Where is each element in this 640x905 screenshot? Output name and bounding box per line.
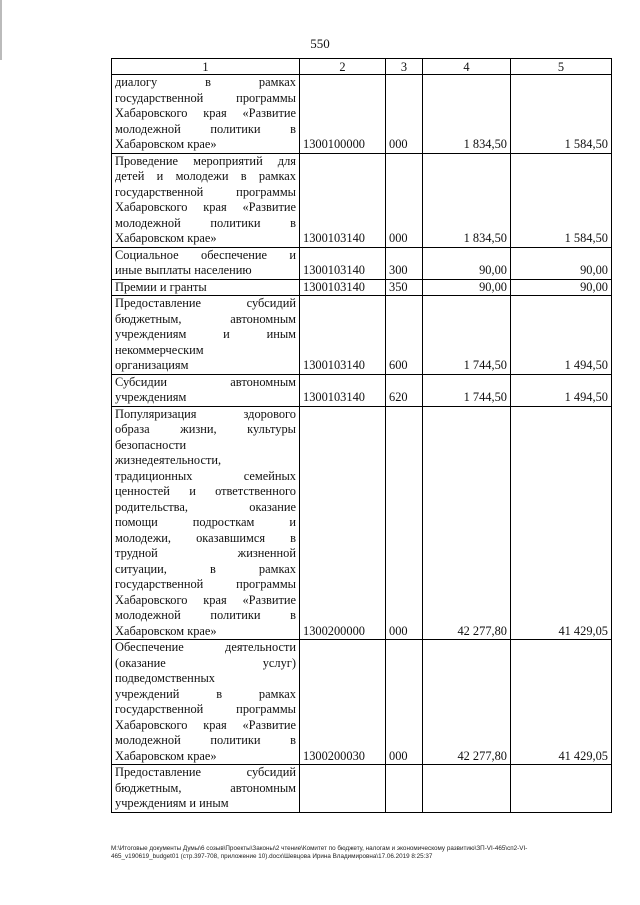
page-number: 550 xyxy=(310,36,330,51)
row-name-line: молодежной политики в xyxy=(115,215,296,230)
row-vr-cell: 350 xyxy=(386,279,423,296)
row-name-line: организациям xyxy=(115,358,189,372)
row-name-line: (оказание услуг) xyxy=(115,655,296,670)
row-value-col4 xyxy=(423,765,511,813)
row-name-line: Хабаровского края «Развитие xyxy=(115,106,296,120)
table-row xyxy=(112,640,612,765)
row-value-col4: 42 277,80 xyxy=(423,640,511,765)
row-value-col5: 1 584,50 xyxy=(511,153,612,247)
row-vr-cell: 000 xyxy=(386,640,423,765)
row-name-line: Хабаровского края «Развитие xyxy=(115,592,296,607)
row-name-line: учреждениям и иным xyxy=(115,327,296,341)
row-name-line: молодежи, оказавшимся в xyxy=(115,530,296,545)
row-name-line: государственной программы xyxy=(115,702,296,716)
row-code-cell: 1300200000 xyxy=(300,406,386,640)
row-name-line: молодежной политики в xyxy=(115,733,296,747)
row-name-line: учреждениям xyxy=(115,390,187,404)
row-value-col5: 1 584,50 xyxy=(511,75,612,154)
header-col-5: 5 xyxy=(511,59,612,75)
row-name-cell xyxy=(112,247,300,279)
row-value-col4: 1 744,50 xyxy=(423,374,511,406)
row-value-col4: 42 277,80 xyxy=(423,406,511,640)
row-name-line: Премии и гранты xyxy=(115,279,207,294)
row-name-line: Обеспечение деятельности xyxy=(115,640,296,654)
row-code-cell: 1300103140 xyxy=(300,279,386,296)
row-value-col4: 1 834,50 xyxy=(423,153,511,247)
row-vr-cell xyxy=(386,765,423,813)
budget-table xyxy=(111,58,612,813)
row-name-line: ценностей и ответственного xyxy=(115,484,296,498)
row-name-line: подведомственных xyxy=(115,671,215,685)
row-value-col5: 41 429,05 xyxy=(511,640,612,765)
row-name-cell xyxy=(112,640,300,765)
table-row xyxy=(112,153,612,247)
table-row xyxy=(112,247,612,279)
row-value-col5: 1 494,50 xyxy=(511,374,612,406)
row-name-line: бюджетным, автономным xyxy=(115,311,296,326)
table-body xyxy=(112,75,612,813)
row-name-line: Хабаровского края «Развитие xyxy=(115,200,296,214)
row-name-line: Популяризация здорового xyxy=(115,406,296,421)
row-vr-cell: 300 xyxy=(386,247,423,279)
row-name-line: государственной программы xyxy=(115,90,296,105)
row-name-line: Хабаровском крае» xyxy=(115,748,217,763)
header-col-3: 3 xyxy=(386,59,423,75)
row-value-col4: 90,00 xyxy=(423,279,511,296)
table-row xyxy=(112,75,612,154)
row-name-line: помощи подросткам и xyxy=(115,515,296,529)
row-name-line: молодежной политики в xyxy=(115,608,296,622)
table-row xyxy=(112,406,612,640)
row-code-cell: 1300103140 xyxy=(300,374,386,406)
table-row xyxy=(112,279,612,296)
table-row xyxy=(112,374,612,406)
row-name-line: Хабаровском крае» xyxy=(115,231,217,245)
row-vr-cell: 000 xyxy=(386,406,423,640)
row-name-cell xyxy=(112,153,300,247)
row-name-line: традиционных семейных xyxy=(115,468,296,483)
row-name-line: родительства, оказание xyxy=(115,499,296,514)
row-code-cell: 1300200030 xyxy=(300,640,386,765)
row-value-col4: 1 834,50 xyxy=(423,75,511,154)
row-value-col5: 90,00 xyxy=(511,279,612,296)
row-code-cell: 1300103140 xyxy=(300,153,386,247)
row-code-cell: 1300103140 xyxy=(300,296,386,375)
row-vr-cell: 000 xyxy=(386,153,423,247)
row-name-line: детей и молодежи в рамках xyxy=(115,169,296,183)
row-name-line: учреждений в рамках xyxy=(115,686,296,701)
row-name-line: иные выплаты населению xyxy=(115,263,252,277)
header-col-1: 1 xyxy=(112,59,300,75)
row-name-line: Хабаровского края «Развитие xyxy=(115,717,296,732)
document-path-footer xyxy=(111,845,611,861)
row-name-line: жизнедеятельности, xyxy=(115,453,222,467)
row-name-line: безопасности xyxy=(115,437,187,452)
row-name-cell xyxy=(112,296,300,375)
footer-line-2: 465_v190619_budget01 (стр.397-708, приложение 10).docx\Шевцова Ирина Владимировна\17.06.2019 8:25:37 xyxy=(111,853,433,860)
row-name-cell xyxy=(112,765,300,813)
row-name-line: бюджетным, автономным xyxy=(115,780,296,795)
row-vr-cell: 600 xyxy=(386,296,423,375)
row-code-cell: 1300103140 xyxy=(300,247,386,279)
row-name-line: некоммерческим xyxy=(115,342,204,357)
row-value-col5: 41 429,05 xyxy=(511,406,612,640)
row-name-line: государственной программы xyxy=(115,184,296,199)
row-name-cell xyxy=(112,374,300,406)
row-value-col4: 1 744,50 xyxy=(423,296,511,375)
table-row xyxy=(112,296,612,375)
row-vr-cell: 000 xyxy=(386,75,423,154)
row-name-line: ситуации, в рамках xyxy=(115,561,296,576)
header-col-2: 2 xyxy=(300,59,386,75)
row-code-cell: 1300100000 xyxy=(300,75,386,154)
row-name-line: государственной программы xyxy=(115,577,296,591)
row-name-line: Субсидии автономным xyxy=(115,374,296,389)
table-header-row xyxy=(112,59,612,75)
header-col-4: 4 xyxy=(423,59,511,75)
row-value-col5: 1 494,50 xyxy=(511,296,612,375)
row-code-cell xyxy=(300,765,386,813)
row-name-line: Предоставление субсидий xyxy=(115,296,296,310)
row-vr-cell: 620 xyxy=(386,374,423,406)
row-name-line: Хабаровском крае» xyxy=(115,623,217,638)
row-value-col5: 90,00 xyxy=(511,247,612,279)
footer-line-1: M:\Итоговые документы Думы\6 созыв\Проекты\Законы\2 чтение\Комитет по бюджету, налогам и экономическому развитию\ЗП-VI-465\сп2-VI- xyxy=(111,845,528,852)
row-name-line: трудной жизненной xyxy=(115,546,296,560)
row-value-col4: 90,00 xyxy=(423,247,511,279)
row-name-cell xyxy=(112,279,300,296)
row-name-line: учреждениям и иным xyxy=(115,796,229,810)
row-value-col5 xyxy=(511,765,612,813)
row-name-line: Проведение мероприятий для xyxy=(115,153,296,168)
row-name-line: образа жизни, культуры xyxy=(115,422,296,436)
row-name-line: молодежной политики в xyxy=(115,121,296,136)
row-name-cell xyxy=(112,75,300,154)
table-row xyxy=(112,765,612,813)
row-name-line: Хабаровском крае» xyxy=(115,137,217,151)
row-name-line: Социальное обеспечение и xyxy=(115,247,296,262)
row-name-cell xyxy=(112,406,300,640)
row-name-line: Предоставление субсидий xyxy=(115,765,296,779)
row-name-line: диалогу в рамках xyxy=(115,75,296,89)
